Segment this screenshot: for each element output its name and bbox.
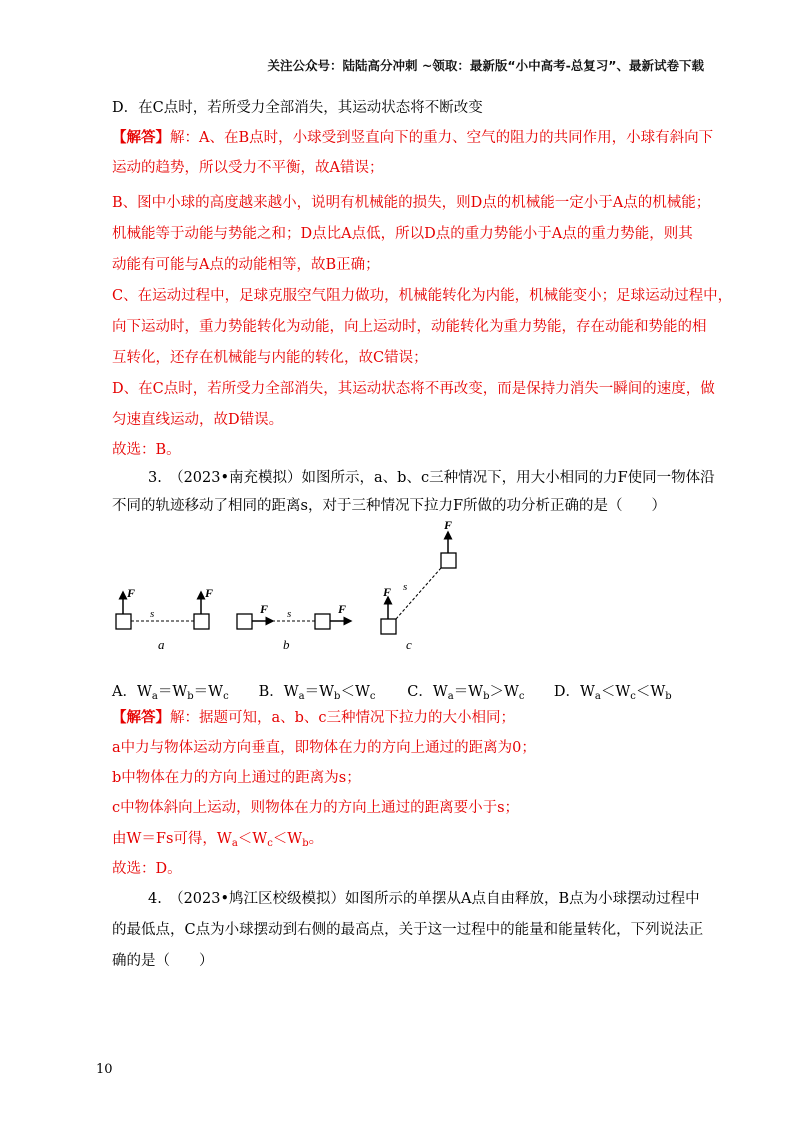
answer1-line-10: 匀速直线运动，故D错误。 xyxy=(112,412,284,428)
eq-text: ＜W xyxy=(272,831,303,847)
force-label: F xyxy=(205,586,214,600)
eq-text: 。 xyxy=(308,831,324,847)
q3-line-1: 3. （2023•南充模拟）如图所示，a、b、c三种情况下，用大小相同的力F使同一物体沿 xyxy=(148,470,715,486)
eq-sub: a xyxy=(231,838,238,849)
box-c-bottom xyxy=(381,619,396,634)
opt-sub: c xyxy=(369,691,376,702)
answer3-line-1 xyxy=(112,708,515,728)
answer3-text: 解：据题可知，a、b、c三种情况下拉力的大小相同； xyxy=(170,710,516,726)
force-label: F xyxy=(127,586,136,600)
q4-line-1: 4. （2023•鸠江区校级模拟）如图所示的单摆从A点自由释放，B点为小球摆动过程中 xyxy=(148,891,700,907)
answer1-line-1 xyxy=(112,128,713,148)
opt-sub: b xyxy=(334,691,341,702)
answer3-line-4: c中物体斜向上运动，则物体在力的方向上通过的距离要小于s； xyxy=(112,800,520,816)
box-a-right xyxy=(194,614,209,629)
box-b-right xyxy=(315,614,330,629)
distance-label: s xyxy=(150,608,155,620)
opt-sub: c xyxy=(223,691,229,702)
opt-text: ＜W xyxy=(340,684,370,700)
opt-text: A．W xyxy=(112,684,152,700)
opt-text: C．W xyxy=(407,684,448,700)
answer1-line-4: 机械能等于动能与势能之和；D点比A点低，所以D点的重力势能小于A点的重力势能，则其 xyxy=(112,226,693,242)
opt-sub: b xyxy=(665,691,672,702)
answer1-line-7: 向下运动时，重力势能转化为动能，向上运动时，动能转化为重力势能，存在动能和势能的相 xyxy=(112,319,707,335)
force-label: F xyxy=(383,585,392,599)
opt-text: ＝W xyxy=(304,684,335,700)
eq-sub: c xyxy=(267,838,273,849)
answer3-line-5 xyxy=(112,829,323,854)
q3-options xyxy=(112,680,672,702)
q3-diagram xyxy=(100,515,480,665)
eq-text: 由W＝Fs可得，W xyxy=(112,831,232,847)
eq-text: ＜W xyxy=(237,831,268,847)
answer1-label: 【解答】 xyxy=(112,129,170,146)
answer1-line-5: 动能有可能与A点的动能相等，故B正确； xyxy=(112,257,380,273)
eq-sub: b xyxy=(302,838,309,849)
box-b-left xyxy=(237,614,252,629)
opt-text: ＞W xyxy=(489,684,519,700)
q4-line-2: 的最低点，C点为小球摆动到右侧的最高点，关于这一过程中的能量和能量转化，下列说法正 xyxy=(112,922,704,938)
distance-label: s xyxy=(287,608,292,620)
force-label: F xyxy=(260,602,269,616)
opt-sub: a xyxy=(594,691,601,702)
option-d-text: D．在C点时，若所受力全部消失，其运动状态将不断改变 xyxy=(112,100,483,116)
force-label: F xyxy=(444,518,453,532)
q3-line-2: 不同的轨迹移动了相同的距离s，对于三种情况下拉力F所做的功分析正确的是（ ） xyxy=(112,498,666,514)
path-c xyxy=(396,568,441,619)
label-c: c xyxy=(406,637,412,652)
opt-sub: b xyxy=(187,691,194,702)
opt-sub: c xyxy=(518,691,525,702)
answer1-line-8: 互转化，还存在机械能与内能的转化，故C错误； xyxy=(112,350,428,366)
answer3-line-6: 故选：D。 xyxy=(112,861,182,877)
diagram-b xyxy=(237,602,348,652)
q3-option-a xyxy=(112,680,254,702)
opt-text: D．W xyxy=(553,684,595,700)
diagram-c xyxy=(381,518,456,652)
q3-option-b xyxy=(259,680,403,702)
opt-sub: c xyxy=(630,691,636,702)
opt-text: B．W xyxy=(258,684,299,700)
opt-sub: b xyxy=(483,691,490,702)
label-a: a xyxy=(158,637,165,652)
answer1-line-11: 故选：B。 xyxy=(112,442,181,458)
opt-sub: a xyxy=(298,691,305,702)
answer1-line-6: C、在运动过程中，足球克服空气阻力做功，机械能转化为内能，机械能变小；足球运动过程中， xyxy=(112,288,733,304)
page-number: 10 xyxy=(96,1062,113,1077)
distance-label: s xyxy=(403,581,408,593)
answer3-line-2: a中力与物体运动方向垂直，即物体在力的方向上通过的距离为0； xyxy=(112,740,536,756)
opt-text: ＜W xyxy=(635,684,666,700)
opt-text: ＝W xyxy=(157,684,188,700)
opt-sub: a xyxy=(447,691,454,702)
opt-text: ＜W xyxy=(600,684,631,700)
opt-text: ＝W xyxy=(453,684,484,700)
answer3-line-3: b中物体在力的方向上通过的距离为s； xyxy=(112,770,361,786)
answer3-label: 【解答】 xyxy=(112,709,170,726)
q3-option-d xyxy=(554,680,672,702)
opt-sub: a xyxy=(151,691,158,702)
answer1-line-2: 运动的趋势，所以受力不平衡，故A错误； xyxy=(112,160,384,176)
q3-option-c xyxy=(407,680,549,702)
label-b: b xyxy=(283,637,290,652)
answer1-line-9: D、在C点时，若所受力全部消失，其运动状态将不再改变，而是保持力消失一瞬间的速度，做 xyxy=(112,381,715,397)
answer1-text: 解：A、在B点时，小球受到竖直向下的重力、空气的阻力的共同作用，小球有斜向下 xyxy=(170,130,714,146)
force-label: F xyxy=(338,602,347,616)
box-a-left xyxy=(116,614,131,629)
answer1-line-3: B、图中小球的高度越来越小，说明有机械能的损失，则D点的机械能一定小于A点的机械能； xyxy=(112,195,711,211)
opt-text: ＝W xyxy=(193,684,224,700)
diagram-a xyxy=(116,586,213,652)
box-c-top xyxy=(441,553,456,568)
page-header: 关注公众号：陆陆高分冲刺 ~领取：最新版“小中高考-总复习”、最新试卷下载 xyxy=(267,58,704,73)
q4-line-3: 确的是（ ） xyxy=(112,953,214,969)
